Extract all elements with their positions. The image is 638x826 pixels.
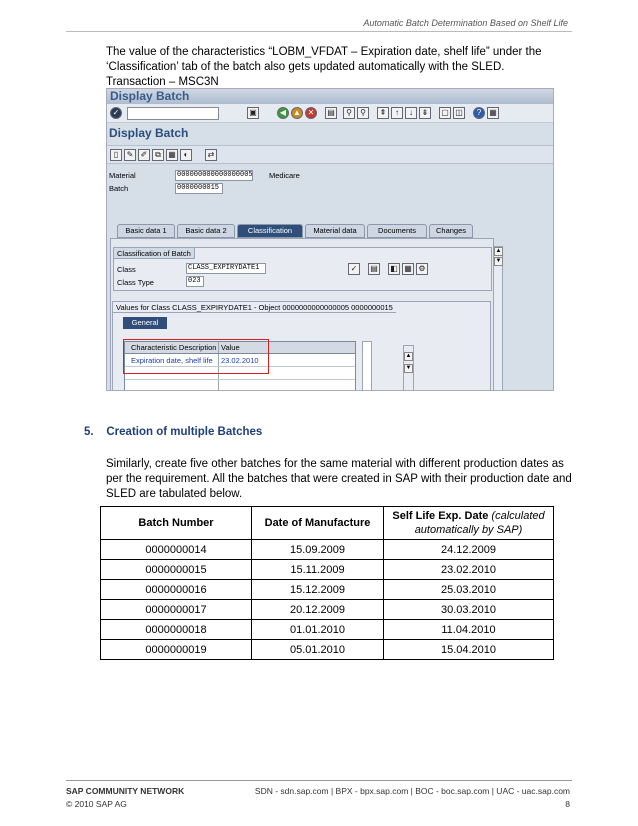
classification-group-title: Classification of Batch bbox=[114, 248, 195, 259]
transaction-line: Transaction – MSC3N bbox=[106, 76, 219, 88]
exit-icon[interactable]: ▲ bbox=[291, 107, 303, 119]
manufacture-date-cell: 15.11.2009 bbox=[252, 560, 384, 580]
material-description: Medicare bbox=[269, 171, 300, 180]
class-label: Class bbox=[117, 265, 136, 274]
manufacture-date-cell: 20.12.2009 bbox=[252, 600, 384, 620]
manufacture-date-cell: 15.12.2009 bbox=[252, 580, 384, 600]
expiry-date-cell: 24.12.2009 bbox=[384, 540, 554, 560]
grid-icon[interactable]: ▦ bbox=[402, 263, 414, 275]
expiry-date-cell: 30.03.2010 bbox=[384, 600, 554, 620]
batch-field[interactable]: 0000000015 bbox=[175, 183, 223, 194]
section-number: 5. bbox=[84, 426, 94, 438]
back-icon[interactable]: ◀ bbox=[277, 107, 289, 119]
command-field[interactable] bbox=[127, 107, 219, 120]
enter-icon[interactable]: ✓ bbox=[110, 107, 122, 119]
footer-rule bbox=[66, 780, 572, 781]
sap-screenshot bbox=[106, 88, 554, 391]
characteristic-column-header: Characteristic Description bbox=[131, 343, 217, 352]
tab-classification[interactable]: Classification bbox=[237, 224, 303, 238]
tab-material-data[interactable]: Material data bbox=[305, 224, 365, 238]
batch-table bbox=[100, 506, 554, 660]
new-session-icon[interactable]: ▢ bbox=[439, 107, 451, 119]
print-icon[interactable]: ▤ bbox=[325, 107, 337, 119]
batch-number-cell: 0000000019 bbox=[101, 640, 252, 660]
intro-paragraph bbox=[106, 45, 576, 90]
class-field[interactable]: CLASS_EXPIRYDATE1 bbox=[186, 263, 266, 274]
expiry-date-cell: 11.04.2010 bbox=[384, 620, 554, 640]
help-icon[interactable]: ? bbox=[473, 107, 485, 119]
intro-text: The value of the characteristics “LOBM_VFDAT – Expiration date, shelf life” under the ‘Classification’ tab of the batch also gets updated automatically with the SLED. bbox=[106, 46, 542, 73]
section-heading bbox=[84, 426, 262, 438]
cancel-icon[interactable]: ✕ bbox=[305, 107, 317, 119]
details-icon[interactable]: ▤ bbox=[368, 263, 380, 275]
table-row bbox=[101, 600, 554, 620]
values-group-title: Values for Class CLASS_EXPIRYDATE1 - Object 0000000000000005 0000000015 bbox=[113, 302, 396, 313]
expiry-date-header-note: (calculated automatically by SAP) bbox=[414, 510, 545, 536]
table-icon[interactable]: ▦ bbox=[166, 149, 178, 161]
scroll-up-icon[interactable]: ▲ bbox=[405, 353, 412, 359]
batch-number-cell: 0000000015 bbox=[101, 560, 252, 580]
manufacture-date-cell: 15.09.2009 bbox=[252, 540, 384, 560]
right-scrollbar[interactable] bbox=[403, 345, 414, 391]
table-row bbox=[101, 540, 554, 560]
prev-page-icon[interactable]: ↑ bbox=[391, 107, 403, 119]
batch-table-header bbox=[101, 507, 554, 540]
section-title: Creation of multiple Batches bbox=[106, 426, 263, 438]
expiry-date-header bbox=[384, 507, 554, 540]
manufacture-date-header: Date of Manufacture bbox=[252, 507, 384, 540]
tab-documents[interactable]: Documents bbox=[367, 224, 427, 238]
classification-group bbox=[113, 247, 492, 291]
panel-scroll-up-icon[interactable]: ▲ bbox=[495, 248, 502, 254]
next-page-icon[interactable]: ↓ bbox=[405, 107, 417, 119]
footer-links: SDN - sdn.sap.com | BPX - bpx.sap.com | BOC - boc.sap.com | UAC - uac.sap.com bbox=[254, 786, 570, 796]
table-row bbox=[101, 560, 554, 580]
copy-icon[interactable]: ⧉ bbox=[152, 149, 164, 161]
value-column-header: Value bbox=[221, 343, 240, 352]
expiry-date-cell: 25.03.2010 bbox=[384, 580, 554, 600]
material-label: Material bbox=[109, 171, 136, 180]
expiry-date-cell: 15.04.2010 bbox=[384, 640, 554, 660]
assign-icon[interactable]: ⚙ bbox=[416, 263, 428, 275]
shortcut-icon[interactable]: ◫ bbox=[453, 107, 465, 119]
footer-copyright: © 2010 SAP AG bbox=[66, 799, 127, 809]
highlight-box bbox=[123, 339, 269, 374]
tab-general[interactable]: General bbox=[123, 317, 167, 329]
page-number: 8 bbox=[565, 799, 570, 809]
table-row bbox=[101, 580, 554, 600]
header-rule bbox=[66, 31, 572, 32]
system-toolbar bbox=[107, 104, 553, 123]
tab-basic-data-2[interactable]: Basic data 2 bbox=[177, 224, 235, 238]
batch-number-cell: 0000000017 bbox=[101, 600, 252, 620]
table-scrollbar[interactable] bbox=[362, 341, 372, 391]
check-icon[interactable]: ✓ bbox=[348, 263, 360, 275]
batch-label: Batch bbox=[109, 184, 129, 193]
find-icon[interactable]: ⚲ bbox=[343, 107, 355, 119]
scroll-down-icon[interactable]: ▼ bbox=[405, 365, 412, 371]
panel-scroll-down-icon[interactable]: ▼ bbox=[495, 258, 502, 264]
select-all-icon[interactable]: ◧ bbox=[388, 263, 400, 275]
table-row bbox=[101, 620, 554, 640]
tab-changes[interactable]: Changes bbox=[429, 224, 473, 238]
create-icon[interactable]: ▯ bbox=[110, 149, 122, 161]
class-type-field[interactable]: 023 bbox=[186, 276, 204, 287]
panel-scrollbar[interactable] bbox=[493, 246, 503, 391]
manufacture-date-cell: 01.01.2010 bbox=[252, 620, 384, 640]
display-icon[interactable]: ✐ bbox=[138, 149, 150, 161]
table-row bbox=[101, 640, 554, 660]
application-toolbar bbox=[107, 145, 553, 164]
change-icon[interactable]: ✎ bbox=[124, 149, 136, 161]
running-header: Automatic Batch Determination Based on Shelf Life bbox=[363, 18, 568, 28]
characteristic-description-cell: Expiration date, shelf life bbox=[131, 356, 213, 365]
tab-basic-data-1[interactable]: Basic data 1 bbox=[117, 224, 175, 238]
glasses-icon[interactable]: ◐ bbox=[180, 149, 192, 161]
table-row[interactable] bbox=[125, 380, 355, 391]
manufacture-date-cell: 05.01.2010 bbox=[252, 640, 384, 660]
find-next-icon[interactable]: ⚲ bbox=[357, 107, 369, 119]
last-page-icon[interactable]: ⇟ bbox=[419, 107, 431, 119]
material-field[interactable]: 000000000000000005 bbox=[177, 171, 253, 179]
batch-number-cell: 0000000016 bbox=[101, 580, 252, 600]
layout-menu-icon[interactable]: ▦ bbox=[487, 107, 499, 119]
class-type-label: Class Type bbox=[117, 278, 154, 287]
characteristic-value-cell[interactable]: 23.02.2010 bbox=[221, 356, 259, 365]
toggle-icon[interactable]: ⇄ bbox=[205, 149, 217, 161]
batch-number-header: Batch Number bbox=[101, 507, 252, 540]
save-icon[interactable]: ▣ bbox=[247, 107, 259, 119]
section-paragraph: Similarly, create five other batches for the same material with different production dates as per the requirement. All the batches that were created in SAP with their production date and SLED are tabulated below. bbox=[106, 458, 572, 500]
batch-number-cell: 0000000018 bbox=[101, 620, 252, 640]
expiry-date-cell: 23.02.2010 bbox=[384, 560, 554, 580]
expiry-date-header-main: Self Life Exp. Date bbox=[392, 510, 489, 522]
first-page-icon[interactable]: ⇞ bbox=[377, 107, 389, 119]
batch-number-cell: 0000000014 bbox=[101, 540, 252, 560]
window-title: Display Batch bbox=[107, 89, 553, 104]
screen-title: Display Batch bbox=[109, 126, 189, 140]
footer-network: SAP COMMUNITY NETWORK bbox=[66, 786, 185, 796]
